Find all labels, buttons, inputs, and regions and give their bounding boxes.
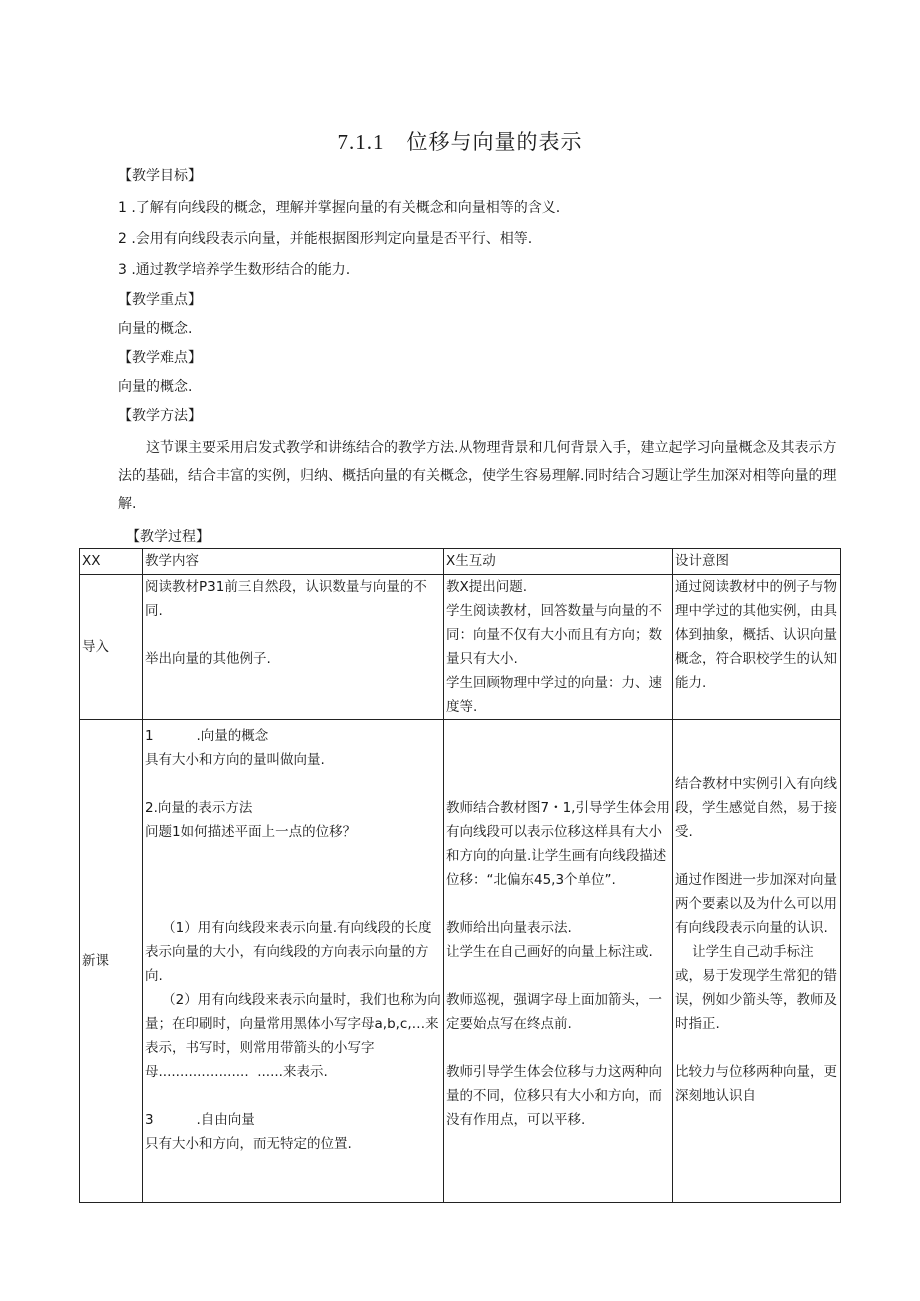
interaction-gap [446,1036,670,1060]
intent-line: 让学生自己动手标注或，易于发现学生常犯的错误，例如少箭头等，教师及时指正. [675,944,837,1032]
interaction-gap [446,964,670,988]
method-heading: 【教学方法】 [118,408,202,424]
interaction-line: 教师巡视，强调字母上面加箭头，一定要始点写在终点前. [446,992,662,1032]
interaction-line: 让学生在自己画好的向量上标注或. [446,944,653,960]
content-gap [145,772,441,796]
stage-cell: 新课 [80,720,143,1203]
stage-cell: 导入 [80,575,143,720]
intent-line: 结合教材中实例引入有向线段，学生感觉自然，易于接受. [675,776,837,840]
interaction-line: 教师引导学生体会位移与力这两种向量的不同，位移只有大小和方向，而没有作用点，可以平移. [446,1064,662,1128]
intent-line: 通过阅读教材中的例子与物理中学过的其他实例，由具体到抽象，概括、认识向量概念，符合职校学生的认知能力. [675,579,837,691]
process-heading: 【教学过程】 [126,529,210,545]
content-line: 3 .自由向量 [145,1112,255,1128]
content-line: 1 .向量的概念 [145,728,269,744]
intent-cell [673,575,841,720]
difficulty-heading: 【教学难点】 [118,350,202,366]
intent-gap [675,844,838,868]
content-line: 阅读教材P31前三自然段，认识数量与向量的不同. [145,579,427,619]
content-gap [145,844,441,868]
interaction-line: 教师给出向量表示法. [446,920,572,936]
interaction-line: 学生阅读教材，回答数量与向量的不同：向量不仅有大小而且有方向；数量只有大小. [446,603,662,667]
content-cell [143,720,444,1203]
header-content: 教学内容 [143,549,444,575]
intent-line: 通过作图进一步加深对向量两个要素以及为什么可以用有向线段表示向量的认识. [675,872,837,936]
key-point-text: 向量的概念. [118,321,193,337]
interaction-cell [444,720,673,1203]
section-title: 位移与向量的表示 [406,130,583,154]
content-line: （1）用有向线段来表示向量.有向线段的长度表示向量的大小，有向线段的方向表示向量的方向. [145,920,432,984]
content-line: 举出向量的其他例子. [145,651,271,667]
interaction-line: 教师结合教材图7・1,引导学生体会用有向线段可以表示位移这样具有大小和方向的向量.让学生画有向线段描述位移：“北偏东45,3个单位”. [446,800,670,888]
interaction-gap [446,724,670,748]
interaction-line: 教X提出问题. [446,579,528,595]
header-stage: XX [80,549,143,575]
content-line: 只有大小和方向，而无特定的位置. [145,1136,352,1152]
interaction-cell [444,575,673,720]
objective-3: 3 .通过教学培养学生数形结合的能力. [118,262,351,278]
header-interaction: X生互动 [444,549,673,575]
content-cell [143,575,444,720]
content-gap [145,623,441,647]
intent-gap [675,724,838,748]
table-row [80,720,841,1203]
table-row [80,575,841,720]
content-gap [145,1084,441,1108]
intent-cell [673,720,841,1203]
interaction-gap [446,748,670,772]
method-paragraph: 这节课主要采用启发式教学和讲练结合的教学方法.从物理背景和几何背景入手，建立起学习向量概念及其表示方法的基础，结合丰富的实例，归纳、概括向量的有关概念，使学生容易理解.同时结合习题让学生加深对相等向量的理解. [118,440,837,512]
page-title [0,126,920,156]
content-gap [145,892,441,916]
objectives-heading: 【教学目标】 [118,168,202,184]
intent-line: 比较力与位移两种向量，更深刻地认识自 [675,1064,837,1104]
content-line: 问题1如何描述平面上一点的位移？ [145,824,357,840]
process-table [79,548,841,1203]
key-point-heading: 【教学重点】 [118,292,202,308]
content-line: 2.向量的表示方法 [145,800,253,816]
difficulty-text: 向量的概念. [118,379,193,395]
header-intent: 设计意图 [673,549,841,575]
content-line: （2）用有向线段来表示向量时，我们也称为向量；在印刷时，向量常用黑体小写字母a,b,c,…来表示，书写时，则常用带箭头的小写字母..................... ......来表示. [145,992,441,1080]
interaction-gap [446,892,670,916]
intent-gap [675,1036,838,1060]
objective-2: 2 .会用有向线段表示向量，并能根据图形判定向量是否平行、相等. [118,231,533,247]
content-line: 具有大小和方向的量叫做向量. [145,752,325,768]
interaction-gap [446,772,670,796]
intent-gap [675,748,838,772]
table-header-row [80,549,841,575]
interaction-line: 学生回顾物理中学过的向量：力、速度等. [446,675,662,715]
content-gap [145,868,441,892]
section-number: 7.1.1 [337,130,385,154]
objective-1: 1 .了解有向线段的概念，理解并掌握向量的有关概念和向量相等的含义. [118,200,561,216]
